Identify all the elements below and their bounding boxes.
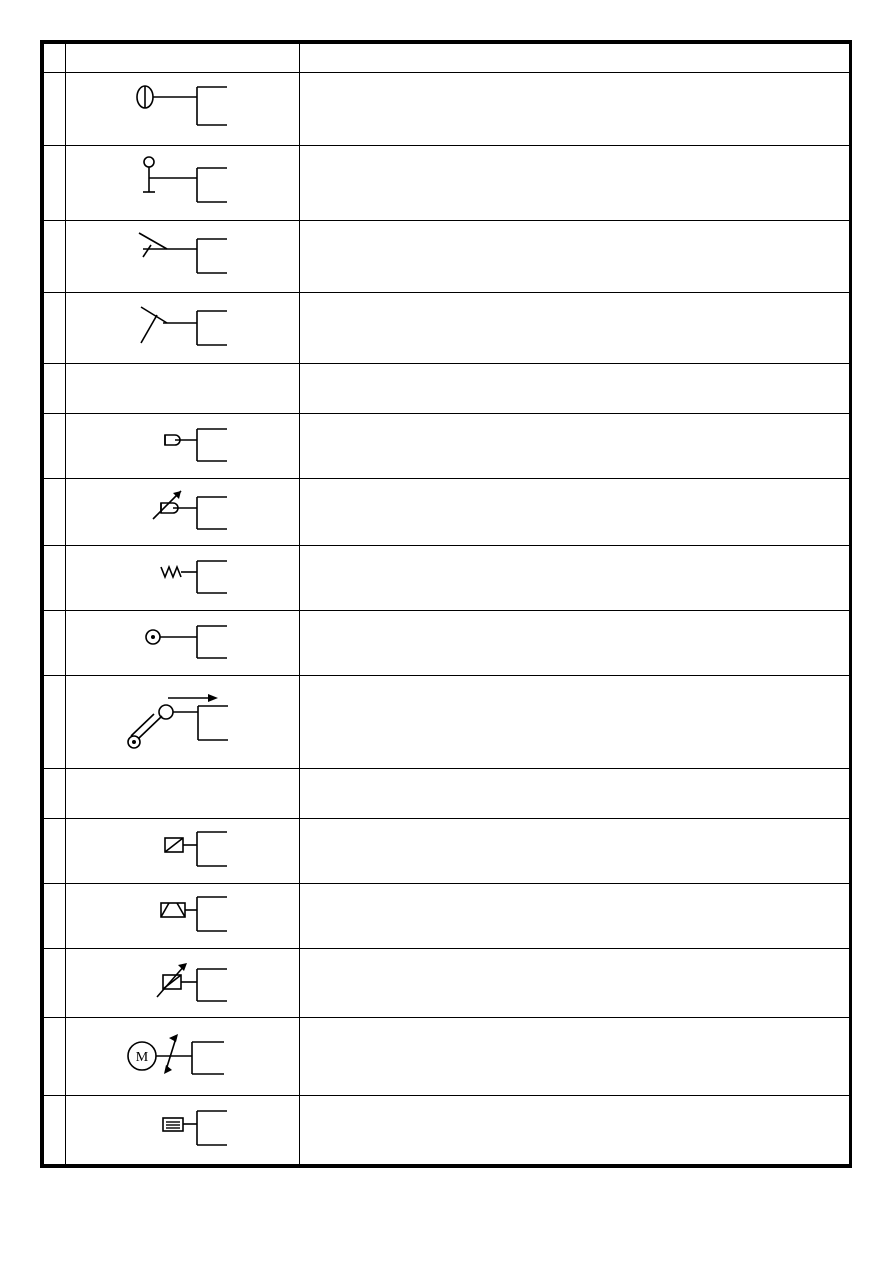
cell-symbol	[66, 145, 300, 221]
cell-description	[300, 292, 850, 363]
svg-text:M: M	[135, 1050, 148, 1066]
push-button-mushroom-actuator-icon	[66, 73, 299, 144]
pivot-actuator-icon	[66, 611, 299, 675]
spring-return-actuator-icon	[66, 546, 299, 610]
table-row	[44, 611, 850, 676]
cell-symbol	[66, 768, 300, 818]
cell-symbol	[66, 1095, 300, 1164]
cell-index	[44, 818, 66, 883]
table-row	[44, 948, 850, 1017]
cell-description	[300, 479, 850, 546]
push-button-ball-actuator-icon	[66, 146, 299, 221]
cell-index	[44, 1018, 66, 1096]
table-row	[44, 1018, 850, 1096]
table-row	[44, 145, 850, 221]
cell-index	[44, 611, 66, 676]
cell-description	[300, 883, 850, 948]
cell-symbol	[66, 363, 300, 413]
cell-symbol	[66, 292, 300, 363]
table-row	[44, 221, 850, 292]
cell-description	[300, 73, 850, 145]
motor-driven-actuator-icon	[66, 1018, 299, 1095]
table-row	[44, 883, 850, 948]
header-cell-index	[44, 44, 66, 73]
cell-description	[300, 414, 850, 479]
cell-description	[300, 221, 850, 292]
cell-index	[44, 221, 66, 292]
cell-symbol	[66, 676, 300, 768]
cell-index	[44, 883, 66, 948]
double-pilot-actuator-icon	[66, 884, 299, 948]
cell-symbol	[66, 221, 300, 292]
cell-symbol	[66, 611, 300, 676]
table-row	[44, 1095, 850, 1164]
pneumatic-pilot-actuator-icon	[66, 819, 299, 883]
cell-description	[300, 363, 850, 413]
table-row	[44, 292, 850, 363]
cell-index	[44, 676, 66, 768]
table-row	[44, 768, 850, 818]
cell-index	[44, 546, 66, 611]
cell-description	[300, 611, 850, 676]
blank-symbol	[66, 364, 299, 413]
plunger-actuator-icon	[66, 414, 299, 478]
cell-symbol	[66, 414, 300, 479]
cell-index	[44, 479, 66, 546]
cell-index	[44, 768, 66, 818]
cell-index	[44, 948, 66, 1017]
cell-symbol	[66, 948, 300, 1017]
header-cell-symbol	[66, 44, 300, 73]
cell-index	[44, 363, 66, 413]
blank-symbol	[66, 769, 299, 818]
cell-symbol	[66, 883, 300, 948]
cell-description	[300, 948, 850, 1017]
symbol-table	[40, 40, 852, 1168]
cell-description	[300, 145, 850, 221]
table-row	[44, 363, 850, 413]
table-row	[44, 546, 850, 611]
cell-symbol	[66, 546, 300, 611]
adjustable-pilot-actuator-icon	[66, 949, 299, 1017]
lever-actuator-icon	[66, 221, 299, 291]
cell-symbol	[66, 73, 300, 145]
table-row	[44, 73, 850, 145]
cell-description	[300, 1018, 850, 1096]
cell-index	[44, 145, 66, 221]
cell-description	[300, 768, 850, 818]
header-cell-description	[300, 44, 850, 73]
cell-description	[300, 676, 850, 768]
table-row	[44, 479, 850, 546]
roller-lever-actuator-icon	[66, 676, 299, 767]
cell-symbol	[66, 818, 300, 883]
table-header-row	[44, 44, 850, 73]
table-row	[44, 414, 850, 479]
cell-description	[300, 546, 850, 611]
cell-index	[44, 1095, 66, 1164]
cell-symbol	[66, 1018, 300, 1096]
adjustable-spring-actuator-icon	[66, 479, 299, 545]
lever-with-detent-actuator-icon	[66, 293, 299, 363]
solenoid-actuator-icon	[66, 1096, 299, 1164]
cell-index	[44, 292, 66, 363]
cell-index	[44, 73, 66, 145]
table-row	[44, 676, 850, 768]
cell-symbol	[66, 479, 300, 546]
cell-description	[300, 1095, 850, 1164]
table-row	[44, 818, 850, 883]
cell-description	[300, 818, 850, 883]
cell-index	[44, 414, 66, 479]
